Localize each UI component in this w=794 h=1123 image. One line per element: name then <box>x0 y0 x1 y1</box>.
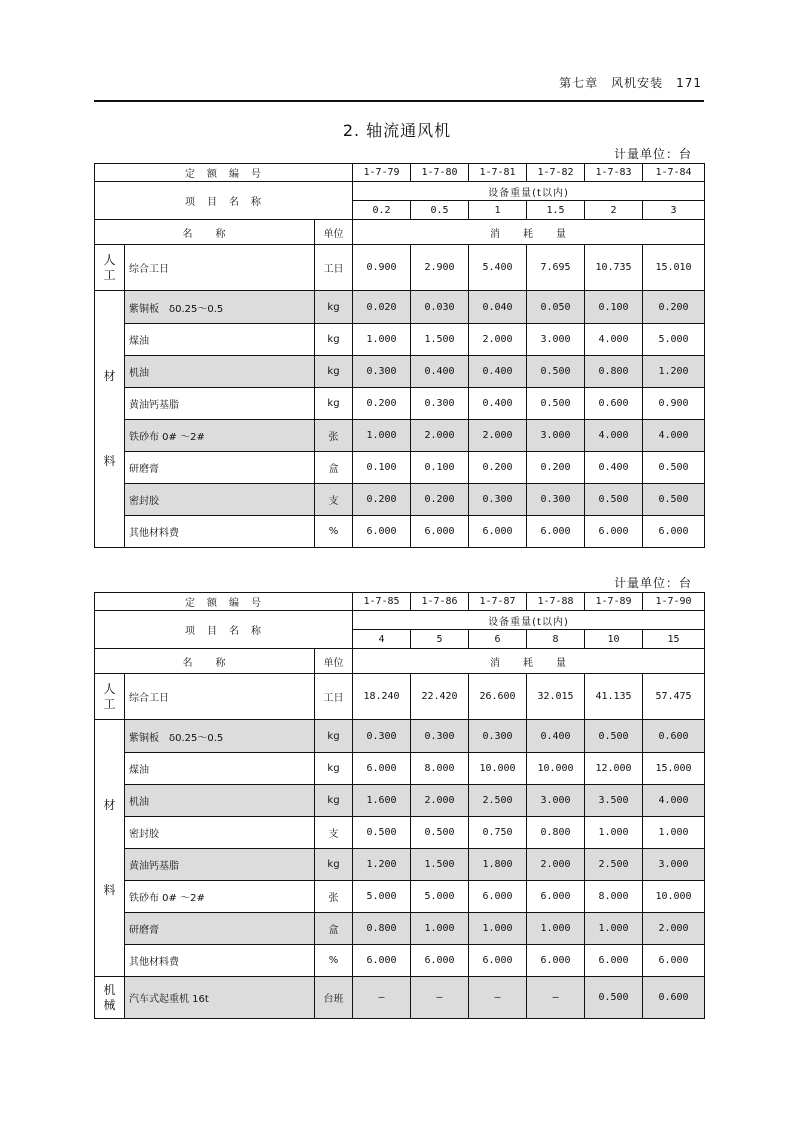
labor-name: 综合工日 <box>125 674 315 720</box>
material-unit: 张 <box>315 420 353 452</box>
material-value: 0.300 <box>469 484 527 516</box>
material-unit: % <box>315 516 353 548</box>
material-name: 煤油 <box>125 324 315 356</box>
machine-value: — <box>411 977 469 1019</box>
material-row <box>95 849 705 881</box>
param-value: 10 <box>585 630 643 649</box>
material-value: 4.000 <box>643 420 705 452</box>
param-label-row <box>95 182 705 201</box>
material-value: 0.500 <box>353 817 411 849</box>
material-name: 铁砂布 0# ～2# <box>125 420 315 452</box>
material-value: 6.000 <box>585 945 643 977</box>
machine-value: 0.600 <box>643 977 705 1019</box>
machine-category-text: 机械 <box>103 982 116 1012</box>
material-value: 1.800 <box>469 849 527 881</box>
labor-category-text: 人工 <box>103 252 116 282</box>
material-value: 6.000 <box>527 516 585 548</box>
material-value: 0.200 <box>411 484 469 516</box>
material-row <box>95 516 705 548</box>
material-value: 0.500 <box>585 720 643 753</box>
material-unit: 支 <box>315 817 353 849</box>
material-row <box>95 817 705 849</box>
material-value: 0.800 <box>353 913 411 945</box>
param-value: 5 <box>411 630 469 649</box>
material-value: 0.400 <box>469 388 527 420</box>
material-value: 6.000 <box>469 881 527 913</box>
material-name: 研磨膏 <box>125 913 315 945</box>
material-value: 0.030 <box>411 291 469 324</box>
material-unit: 支 <box>315 484 353 516</box>
column-header-row <box>95 220 705 245</box>
material-name: 紫铜板 δ0.25～0.5 <box>125 720 315 753</box>
quota-table-2 <box>94 592 705 1019</box>
quota-code: 1-7-84 <box>643 164 705 182</box>
material-unit: % <box>315 945 353 977</box>
material-value: 6.000 <box>585 516 643 548</box>
material-name: 煤油 <box>125 753 315 785</box>
material-value: 0.600 <box>643 720 705 753</box>
material-row <box>95 881 705 913</box>
labor-value: 22.420 <box>411 674 469 720</box>
material-unit: kg <box>315 356 353 388</box>
labor-value: 10.735 <box>585 245 643 291</box>
material-value: 10.000 <box>527 753 585 785</box>
quota-code: 1-7-87 <box>469 593 527 611</box>
material-value: 0.400 <box>585 452 643 484</box>
material-value: 0.400 <box>411 356 469 388</box>
material-value: 1.200 <box>353 849 411 881</box>
material-value: 12.000 <box>585 753 643 785</box>
material-value: 3.000 <box>527 785 585 817</box>
labor-value: 2.900 <box>411 245 469 291</box>
material-value: 0.500 <box>643 484 705 516</box>
material-value: 2.000 <box>643 913 705 945</box>
column-header-row <box>95 649 705 674</box>
material-value: 10.000 <box>469 753 527 785</box>
material-value: 0.600 <box>585 388 643 420</box>
material-unit: 张 <box>315 881 353 913</box>
material-category <box>95 291 125 548</box>
material-value: 1.000 <box>585 817 643 849</box>
material-value: 0.100 <box>585 291 643 324</box>
param-value: 0.2 <box>353 201 411 220</box>
material-value: 1.000 <box>353 324 411 356</box>
material-value: 0.400 <box>527 720 585 753</box>
material-category-top: 材 <box>103 369 116 383</box>
name-header: 名 称 <box>95 649 315 674</box>
section-title: 2. 轴流通风机 <box>342 121 452 140</box>
material-unit: kg <box>315 388 353 420</box>
material-value: 0.300 <box>527 484 585 516</box>
material-value: 1.000 <box>469 913 527 945</box>
material-name: 其他材料费 <box>125 516 315 548</box>
material-value: 2.000 <box>527 849 585 881</box>
material-name: 密封胶 <box>125 484 315 516</box>
material-value: 2.500 <box>469 785 527 817</box>
material-value: 6.000 <box>469 516 527 548</box>
material-value: 5.000 <box>411 881 469 913</box>
material-name: 其他材料费 <box>125 945 315 977</box>
material-unit: 盒 <box>315 913 353 945</box>
material-value: 0.200 <box>353 388 411 420</box>
material-unit: kg <box>315 720 353 753</box>
material-value: 2.000 <box>411 785 469 817</box>
material-value: 5.000 <box>643 324 705 356</box>
material-value: 0.200 <box>469 452 527 484</box>
machine-value: — <box>527 977 585 1019</box>
material-value: 0.050 <box>527 291 585 324</box>
material-row <box>95 420 705 452</box>
param-value: 0.5 <box>411 201 469 220</box>
material-value: 6.000 <box>527 881 585 913</box>
material-value: 0.100 <box>353 452 411 484</box>
param-label: 设备重量(t以内) <box>353 611 705 630</box>
labor-value: 26.600 <box>469 674 527 720</box>
material-value: 1.000 <box>643 817 705 849</box>
quota-code: 1-7-82 <box>527 164 585 182</box>
material-row <box>95 720 705 753</box>
quota-code: 1-7-85 <box>353 593 411 611</box>
quota-code: 1-7-83 <box>585 164 643 182</box>
quota-table-1 <box>94 163 705 548</box>
material-category-bottom: 料 <box>103 454 116 468</box>
machine-value: — <box>469 977 527 1019</box>
material-unit: kg <box>315 785 353 817</box>
material-value: 2.000 <box>469 420 527 452</box>
labor-value: 41.135 <box>585 674 643 720</box>
material-category <box>95 720 125 977</box>
material-row <box>95 388 705 420</box>
material-value: 5.000 <box>353 881 411 913</box>
material-value: 6.000 <box>353 945 411 977</box>
material-value: 8.000 <box>585 881 643 913</box>
labor-category <box>95 245 125 291</box>
machine-row <box>95 977 705 1019</box>
labor-value: 5.400 <box>469 245 527 291</box>
material-value: 0.300 <box>353 720 411 753</box>
material-value: 1.200 <box>643 356 705 388</box>
quota-code: 1-7-88 <box>527 593 585 611</box>
machine-value: 0.500 <box>585 977 643 1019</box>
param-value: 2 <box>585 201 643 220</box>
material-value: 4.000 <box>585 324 643 356</box>
consume-header: 消 耗 量 <box>353 220 705 245</box>
item-label: 项 目 名 称 <box>95 611 353 649</box>
material-value: 1.500 <box>411 849 469 881</box>
material-value: 1.000 <box>353 420 411 452</box>
material-value: 1.000 <box>527 913 585 945</box>
material-value: 2.000 <box>411 420 469 452</box>
labor-category <box>95 674 125 720</box>
param-value: 1 <box>469 201 527 220</box>
material-name: 机油 <box>125 356 315 388</box>
quota-code: 1-7-80 <box>411 164 469 182</box>
machine-name: 汽车式起重机 16t <box>125 977 315 1019</box>
material-value: 0.300 <box>411 388 469 420</box>
material-name: 机油 <box>125 785 315 817</box>
material-value: 0.400 <box>469 356 527 388</box>
material-value: 0.500 <box>643 452 705 484</box>
material-unit: 盒 <box>315 452 353 484</box>
material-value: 3.500 <box>585 785 643 817</box>
material-value: 0.500 <box>585 484 643 516</box>
material-row <box>95 324 705 356</box>
labor-value: 15.010 <box>643 245 705 291</box>
quota-label: 定 额 编 号 <box>95 593 353 611</box>
consume-header: 消 耗 量 <box>353 649 705 674</box>
unit-label-1: 计量单位：台 <box>613 147 692 161</box>
page-header <box>94 70 704 102</box>
param-label: 设备重量(t以内) <box>353 182 705 201</box>
material-row <box>95 945 705 977</box>
quota-code: 1-7-89 <box>585 593 643 611</box>
labor-row <box>95 674 705 720</box>
material-value: 2.000 <box>469 324 527 356</box>
material-value: 3.000 <box>643 849 705 881</box>
material-value: 1.000 <box>411 913 469 945</box>
machine-category <box>95 977 125 1019</box>
labor-value: 18.240 <box>353 674 411 720</box>
quota-code: 1-7-79 <box>353 164 411 182</box>
material-value: 0.200 <box>353 484 411 516</box>
material-value: 3.000 <box>527 420 585 452</box>
material-value: 0.800 <box>527 817 585 849</box>
material-row <box>95 452 705 484</box>
quota-label: 定 额 编 号 <box>95 164 353 182</box>
material-value: 6.000 <box>353 516 411 548</box>
material-value: 6.000 <box>411 516 469 548</box>
param-value: 6 <box>469 630 527 649</box>
material-row <box>95 484 705 516</box>
material-value: 4.000 <box>585 420 643 452</box>
material-value: 0.500 <box>411 817 469 849</box>
material-name: 铁砂布 0# ～2# <box>125 881 315 913</box>
param-value: 3 <box>643 201 705 220</box>
labor-value: 57.475 <box>643 674 705 720</box>
unit-header: 单位 <box>315 649 353 674</box>
material-unit: kg <box>315 753 353 785</box>
labor-category-text: 人工 <box>103 681 116 711</box>
param-label-row <box>95 611 705 630</box>
material-value: 1.500 <box>411 324 469 356</box>
material-unit: kg <box>315 291 353 324</box>
labor-unit: 工日 <box>315 674 353 720</box>
machine-unit: 台班 <box>315 977 353 1019</box>
material-value: 0.300 <box>411 720 469 753</box>
material-value: 8.000 <box>411 753 469 785</box>
quota-code: 1-7-81 <box>469 164 527 182</box>
machine-value: — <box>353 977 411 1019</box>
material-name: 黄油钙基脂 <box>125 388 315 420</box>
material-value: 6.000 <box>469 945 527 977</box>
quota-code-row <box>95 164 705 182</box>
quota-code-row <box>95 593 705 611</box>
labor-unit: 工日 <box>315 245 353 291</box>
material-value: 0.040 <box>469 291 527 324</box>
labor-row <box>95 245 705 291</box>
material-unit: kg <box>315 849 353 881</box>
quota-code: 1-7-90 <box>643 593 705 611</box>
material-value: 6.000 <box>527 945 585 977</box>
material-row <box>95 913 705 945</box>
material-value: 0.100 <box>411 452 469 484</box>
material-value: 6.000 <box>643 945 705 977</box>
quota-code: 1-7-86 <box>411 593 469 611</box>
material-row <box>95 753 705 785</box>
material-value: 4.000 <box>643 785 705 817</box>
param-value: 1.5 <box>527 201 585 220</box>
material-value: 6.000 <box>643 516 705 548</box>
material-value: 0.300 <box>353 356 411 388</box>
labor-name: 综合工日 <box>125 245 315 291</box>
labor-value: 32.015 <box>527 674 585 720</box>
labor-value: 0.900 <box>353 245 411 291</box>
unit-header: 单位 <box>315 220 353 245</box>
material-value: 1.600 <box>353 785 411 817</box>
material-row <box>95 785 705 817</box>
material-category-bottom: 料 <box>103 883 116 897</box>
param-value: 15 <box>643 630 705 649</box>
material-value: 6.000 <box>411 945 469 977</box>
material-row <box>95 291 705 324</box>
material-value: 0.500 <box>527 356 585 388</box>
material-row <box>95 356 705 388</box>
material-name: 密封胶 <box>125 817 315 849</box>
material-value: 10.000 <box>643 881 705 913</box>
item-label: 项 目 名 称 <box>95 182 353 220</box>
chapter-header: 第七章 风机安装 171 <box>559 76 702 90</box>
material-value: 1.000 <box>585 913 643 945</box>
material-category-top: 材 <box>103 798 116 812</box>
material-value: 0.200 <box>643 291 705 324</box>
material-value: 3.000 <box>527 324 585 356</box>
material-value: 0.020 <box>353 291 411 324</box>
param-value: 4 <box>353 630 411 649</box>
material-name: 紫铜板 δ0.25～0.5 <box>125 291 315 324</box>
material-name: 黄油钙基脂 <box>125 849 315 881</box>
material-unit: kg <box>315 324 353 356</box>
material-value: 0.800 <box>585 356 643 388</box>
material-value: 0.900 <box>643 388 705 420</box>
material-value: 0.200 <box>527 452 585 484</box>
material-value: 0.300 <box>469 720 527 753</box>
material-value: 0.500 <box>527 388 585 420</box>
material-value: 0.750 <box>469 817 527 849</box>
material-value: 2.500 <box>585 849 643 881</box>
unit-label-2: 计量单位：台 <box>613 576 692 590</box>
name-header: 名 称 <box>95 220 315 245</box>
material-name: 研磨膏 <box>125 452 315 484</box>
material-value: 6.000 <box>353 753 411 785</box>
material-value: 15.000 <box>643 753 705 785</box>
param-value: 8 <box>527 630 585 649</box>
labor-value: 7.695 <box>527 245 585 291</box>
